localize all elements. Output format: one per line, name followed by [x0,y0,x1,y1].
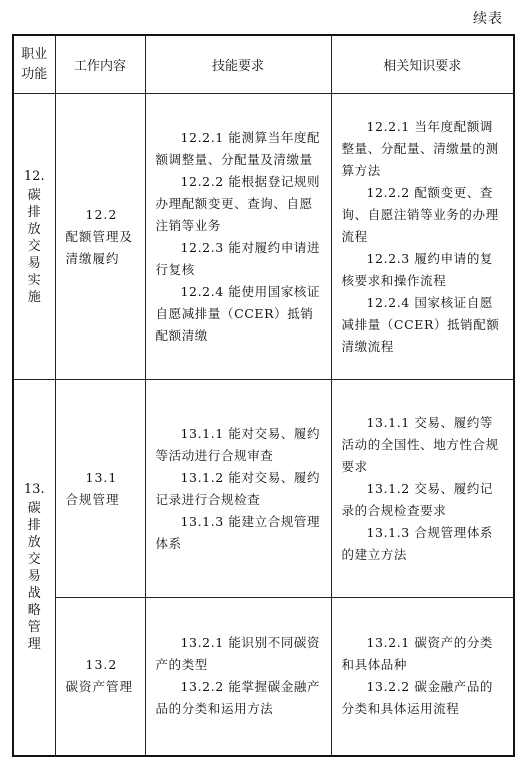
header-function-line1: 职业 [21,46,48,62]
occupation-standard-table [12,34,515,757]
function-cell-13 [13,380,55,756]
knowledge-requirements-cell [331,598,514,756]
work-content-cell [55,380,145,598]
table-row [13,380,514,598]
header-function-line2: 功能 [21,66,48,82]
table-row [13,598,514,756]
skill-requirements-cell [145,94,331,380]
knowledge-item: 13.1.3 合规管理体系的建立方法 [341,524,494,562]
skill-requirements-cell [145,598,331,756]
knowledge-requirements-cell [331,380,514,598]
skill-item: 13.1.3 能建立合规管理体系 [155,513,321,551]
knowledge-item: 12.2.2 配额变更、查询、自愿注销等业务的办理流程 [341,184,499,244]
skill-item: 12.2.2 能根据登记规则办理配额变更、查询、自愿注销等业务 [155,173,321,233]
continued-label: 续表 [473,11,503,27]
knowledge-requirements-cell [331,94,514,380]
work-content-text: 12.2 配额管理及清缴履约 [65,206,134,266]
knowledge-item: 12.2.3 履约申请的复核要求和操作流程 [341,250,494,288]
table-row [13,94,514,380]
function-name-vertical: 碳 排 放 交 易 战 略 管 理 [27,501,41,653]
skill-requirements-cell [145,380,331,598]
header-work-content: 工作内容 [55,35,145,94]
function-name-vertical: 碳 排 放 交 易 实 施 [27,187,41,305]
header-knowledge-requirements: 相关知识要求 [331,35,514,94]
work-content-text: 13.2 碳资产管理 [65,657,134,695]
knowledge-item: 13.2.2 碳金融产品的分类和具体运用流程 [341,679,494,717]
work-content-cell [55,94,145,380]
skill-item: 13.1.2 能对交易、履约记录进行合规检查 [155,469,321,507]
function-number: 13. [23,482,45,498]
knowledge-item: 13.1.2 交易、履约记录的合规检查要求 [341,480,494,518]
work-content-cell [55,598,145,756]
knowledge-item: 12.2.1 当年度配额调整量、分配量、清缴量的测算方法 [341,118,499,178]
header-skill-requirements: 技能要求 [145,35,331,94]
knowledge-item: 13.1.1 交易、履约等活动的全国性、地方性合规要求 [341,414,499,474]
skill-item: 13.1.1 能对交易、履约等活动进行合规审查 [155,425,321,463]
header-row [13,35,514,94]
skill-item: 12.2.4 能使用国家核证自愿减排量（CCER）抵销配额清缴 [155,283,321,343]
function-number: 12. [23,168,45,184]
skill-item: 12.2.1 能测算当年度配额调整量、分配量及清缴量 [155,129,321,167]
skill-item: 12.2.3 能对履约申请进行复核 [155,239,321,277]
knowledge-item: 13.2.1 碳资产的分类和具体品种 [341,635,494,673]
skill-item: 13.2.2 能掌握碳金融产品的分类和运用方法 [155,679,321,717]
skill-item: 13.2.1 能识别不同碳资产的类型 [155,635,321,673]
knowledge-item: 12.2.4 国家核证自愿减排量（CCER）抵销配额清缴流程 [341,294,500,354]
work-content-text: 13.1 合规管理 [65,469,131,507]
function-cell-12 [13,94,55,380]
header-function [13,35,55,94]
